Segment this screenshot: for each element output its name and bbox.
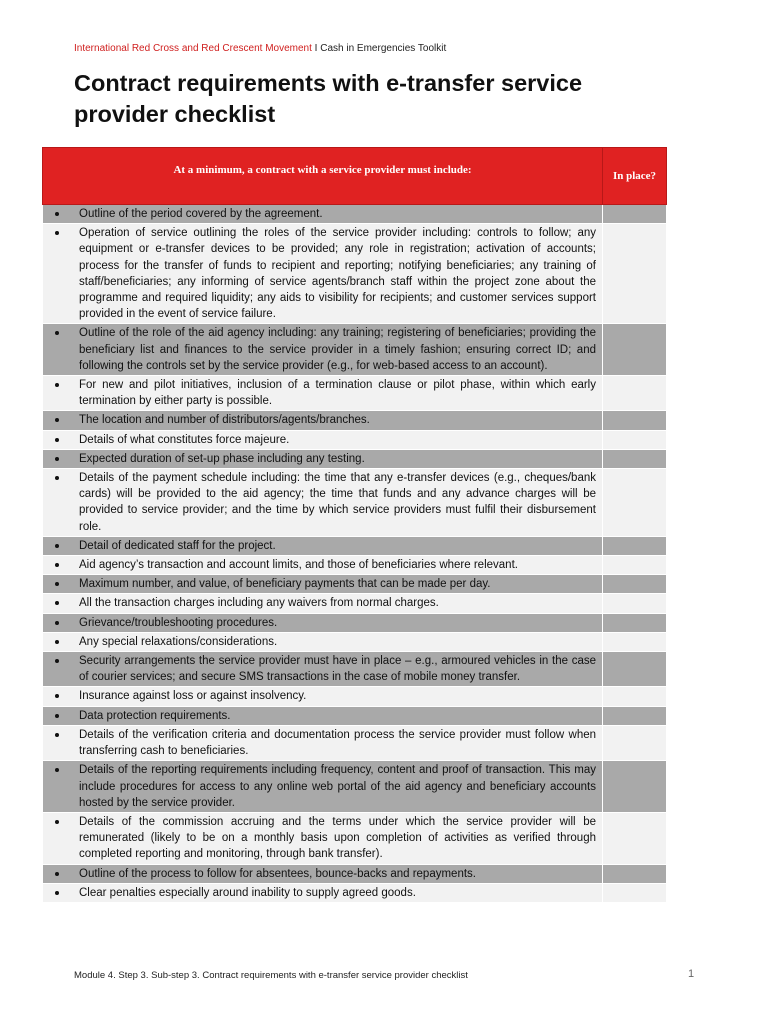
requirement-cell bbox=[43, 594, 603, 613]
requirement-cell bbox=[43, 449, 603, 468]
requirement-text: Aid agency’s transaction and account limits, and those of beneficiaries where relevant. bbox=[79, 559, 518, 572]
in-place-cell[interactable] bbox=[603, 205, 667, 224]
bullet-icon bbox=[55, 733, 59, 737]
list-item bbox=[43, 557, 596, 573]
requirement-text: Security arrangements the service provider must have in place – e.g., armoured vehicles in the case of courier services; and secure SMS transactions in the case of mobile money transfer. bbox=[79, 655, 596, 684]
requirement-cell bbox=[43, 411, 603, 430]
bullet-icon bbox=[55, 383, 59, 387]
in-place-cell[interactable] bbox=[603, 632, 667, 651]
table-row bbox=[43, 652, 667, 687]
list-item bbox=[43, 470, 596, 535]
in-place-cell[interactable] bbox=[603, 430, 667, 449]
in-place-cell[interactable] bbox=[603, 883, 667, 902]
table-row bbox=[43, 632, 667, 651]
in-place-cell[interactable] bbox=[603, 376, 667, 411]
requirement-cell bbox=[43, 864, 603, 883]
bullet-icon bbox=[55, 476, 59, 480]
list-item bbox=[43, 885, 596, 901]
bullet-icon bbox=[55, 212, 59, 216]
table-row bbox=[43, 725, 667, 760]
table-row bbox=[43, 556, 667, 575]
table-row bbox=[43, 411, 667, 430]
in-place-cell[interactable] bbox=[603, 224, 667, 324]
table-row bbox=[43, 864, 667, 883]
requirement-cell bbox=[43, 556, 603, 575]
list-item bbox=[43, 727, 596, 759]
requirement-cell bbox=[43, 632, 603, 651]
in-place-cell[interactable] bbox=[603, 594, 667, 613]
checklist-body bbox=[43, 205, 667, 903]
bullet-icon bbox=[55, 563, 59, 567]
bullet-icon bbox=[55, 872, 59, 876]
requirement-text: Details of what constitutes force majeure. bbox=[79, 433, 290, 446]
table-row bbox=[43, 706, 667, 725]
table-row bbox=[43, 376, 667, 411]
header-org: International Red Cross and Red Crescent Movement bbox=[74, 43, 312, 54]
in-place-cell[interactable] bbox=[603, 652, 667, 687]
bullet-icon bbox=[55, 544, 59, 548]
checklist-table bbox=[42, 147, 667, 903]
requirement-cell bbox=[43, 883, 603, 902]
requirement-cell bbox=[43, 205, 603, 224]
page-title: Contract requirements with e-transfer service provider checklist bbox=[74, 70, 583, 127]
requirement-cell bbox=[43, 687, 603, 706]
requirement-text: Detail of dedicated staff for the project. bbox=[79, 539, 276, 552]
requirement-cell bbox=[43, 652, 603, 687]
bullet-icon bbox=[55, 582, 59, 586]
in-place-cell[interactable] bbox=[603, 812, 667, 864]
list-item bbox=[43, 866, 596, 882]
list-item bbox=[43, 814, 596, 863]
list-item bbox=[43, 576, 596, 592]
bullet-icon bbox=[55, 768, 59, 772]
list-item bbox=[43, 634, 596, 650]
requirement-cell bbox=[43, 430, 603, 449]
requirement-cell bbox=[43, 324, 603, 376]
page-header bbox=[74, 43, 446, 54]
in-place-cell[interactable] bbox=[603, 706, 667, 725]
table-row bbox=[43, 469, 667, 537]
in-place-cell[interactable] bbox=[603, 687, 667, 706]
requirement-text: Outline of the period covered by the agreement. bbox=[79, 208, 323, 220]
requirement-text: All the transaction charges including any waivers from normal charges. bbox=[79, 597, 439, 610]
requirement-cell bbox=[43, 761, 603, 813]
table-row bbox=[43, 205, 667, 224]
table-row bbox=[43, 687, 667, 706]
bullet-icon bbox=[55, 601, 59, 605]
table-row bbox=[43, 449, 667, 468]
in-place-cell[interactable] bbox=[603, 536, 667, 555]
list-item bbox=[43, 412, 596, 428]
bullet-icon bbox=[55, 621, 59, 625]
list-item bbox=[43, 377, 596, 409]
bullet-icon bbox=[55, 418, 59, 422]
requirement-text: Grievance/troubleshooting procedures. bbox=[79, 616, 278, 629]
list-item bbox=[43, 595, 596, 611]
bullet-icon bbox=[55, 231, 59, 235]
list-item bbox=[43, 615, 596, 631]
in-place-cell[interactable] bbox=[603, 725, 667, 760]
requirement-text: Insurance against loss or against insolvency. bbox=[79, 690, 307, 703]
in-place-cell[interactable] bbox=[603, 761, 667, 813]
bullet-icon bbox=[55, 820, 59, 824]
requirement-text: Details of the commission accruing and the terms under which the service provider will be remunerated (likely to be on a monthly basis upon completion of activities as verified through completed reporting and monitoring, through bank transfer). bbox=[79, 815, 596, 861]
list-item bbox=[43, 653, 596, 685]
requirement-cell bbox=[43, 575, 603, 594]
requirement-cell bbox=[43, 469, 603, 537]
table-row bbox=[43, 430, 667, 449]
in-place-cell[interactable] bbox=[603, 469, 667, 537]
requirement-text: Outline of the role of the aid agency including: any training; registering of beneficiaries; providing the beneficiary list and finances to the service provider in a timely fashion; ensuring correct ID; and following the controls set by the service provider (e.g., for web-based access to an account). bbox=[79, 327, 596, 372]
table-row bbox=[43, 324, 667, 376]
list-item bbox=[43, 538, 596, 554]
list-item bbox=[43, 708, 596, 724]
bullet-icon bbox=[55, 891, 59, 895]
bullet-icon bbox=[55, 640, 59, 644]
list-item bbox=[43, 762, 596, 811]
bullet-icon bbox=[55, 457, 59, 461]
requirement-cell bbox=[43, 224, 603, 324]
in-place-cell[interactable] bbox=[603, 324, 667, 376]
bullet-icon bbox=[55, 694, 59, 698]
table-row bbox=[43, 761, 667, 813]
bullet-icon bbox=[55, 714, 59, 718]
header-separator: I bbox=[311, 43, 321, 54]
table-row bbox=[43, 883, 667, 902]
bullet-icon bbox=[55, 331, 59, 335]
table-row bbox=[43, 224, 667, 324]
in-place-cell[interactable] bbox=[603, 411, 667, 430]
requirement-text: Data protection requirements. bbox=[79, 709, 231, 722]
requirement-text: Outline of the process to follow for absentees, bounce-backs and repayments. bbox=[79, 867, 476, 880]
requirement-cell bbox=[43, 812, 603, 864]
page-number: 1 bbox=[688, 968, 695, 980]
header-toolkit: Cash in Emergencies Toolkit bbox=[320, 43, 447, 54]
in-place-cell[interactable] bbox=[603, 449, 667, 468]
list-item bbox=[43, 225, 596, 322]
requirement-text: For new and pilot initiatives, inclusion of a termination clause or pilot phase, within which early termination by either party is possible. bbox=[79, 379, 596, 408]
table-row bbox=[43, 536, 667, 555]
list-item bbox=[43, 451, 596, 467]
table-row bbox=[43, 812, 667, 864]
list-item bbox=[43, 325, 596, 374]
column-header-in-place: In place? bbox=[603, 148, 667, 205]
requirement-text: The location and number of distributors/agents/branches. bbox=[79, 414, 370, 427]
requirement-cell bbox=[43, 536, 603, 555]
requirement-text: Clear penalties especially around inability to supply agreed goods. bbox=[79, 886, 416, 899]
requirement-cell bbox=[43, 706, 603, 725]
bullet-icon bbox=[55, 659, 59, 663]
requirement-text: Operation of service outlining the roles of the service provider including: controls to follow; any equipment or e-transfer devices to be provided; any role in registration; activation of accounts; process for the transfer of funds to recipient and reporting; notifying beneficiaries; any training of staff/beneficiaries; any informing of service agents/branch staff within the project zone about the programme and required liquidity; any aids to visibility for recipients; and customer services support provided in the event of service failure. bbox=[79, 227, 596, 321]
requirement-cell bbox=[43, 725, 603, 760]
bullet-icon bbox=[55, 438, 59, 442]
table-row bbox=[43, 575, 667, 594]
page-footer: Module 4. Step 3. Sub-step 3. Contract requirements with e-transfer service provider checklist bbox=[74, 970, 468, 981]
list-item bbox=[43, 206, 596, 222]
requirement-text: Any special relaxations/considerations. bbox=[79, 635, 278, 648]
table-row bbox=[43, 594, 667, 613]
in-place-cell[interactable] bbox=[603, 864, 667, 883]
in-place-cell[interactable] bbox=[603, 556, 667, 575]
requirement-text: Details of the payment schedule including: the time that any e-transfer devices (e.g., cheques/bank cards) will be provided to the aid agency; the time that funds and any advance charges will be provided to service provider; and the time by which service providers must fulfil their disbursement role. bbox=[79, 472, 596, 533]
table-row bbox=[43, 613, 667, 632]
in-place-cell[interactable] bbox=[603, 613, 667, 632]
requirement-text: Details of the verification criteria and documentation process the service provider must follow when transferring cash to beneficiaries. bbox=[79, 728, 596, 758]
list-item bbox=[43, 688, 596, 704]
requirement-text: Expected duration of set-up phase including any testing. bbox=[79, 452, 365, 465]
requirement-cell bbox=[43, 613, 603, 632]
in-place-cell[interactable] bbox=[603, 575, 667, 594]
table-header-row bbox=[43, 148, 667, 205]
column-header-requirement: At a minimum, a contract with a service provider must include: bbox=[43, 148, 603, 205]
list-item bbox=[43, 432, 596, 448]
requirement-text: Maximum number, and value, of beneficiary payments that can be made per day. bbox=[79, 578, 491, 591]
requirement-text: Details of the reporting requirements including frequency, content and proof of transaction. This may include procedures for access to any online web portal of the aid agency and beneficiary accounts hosted by the service provider. bbox=[79, 764, 596, 809]
requirement-cell bbox=[43, 376, 603, 411]
